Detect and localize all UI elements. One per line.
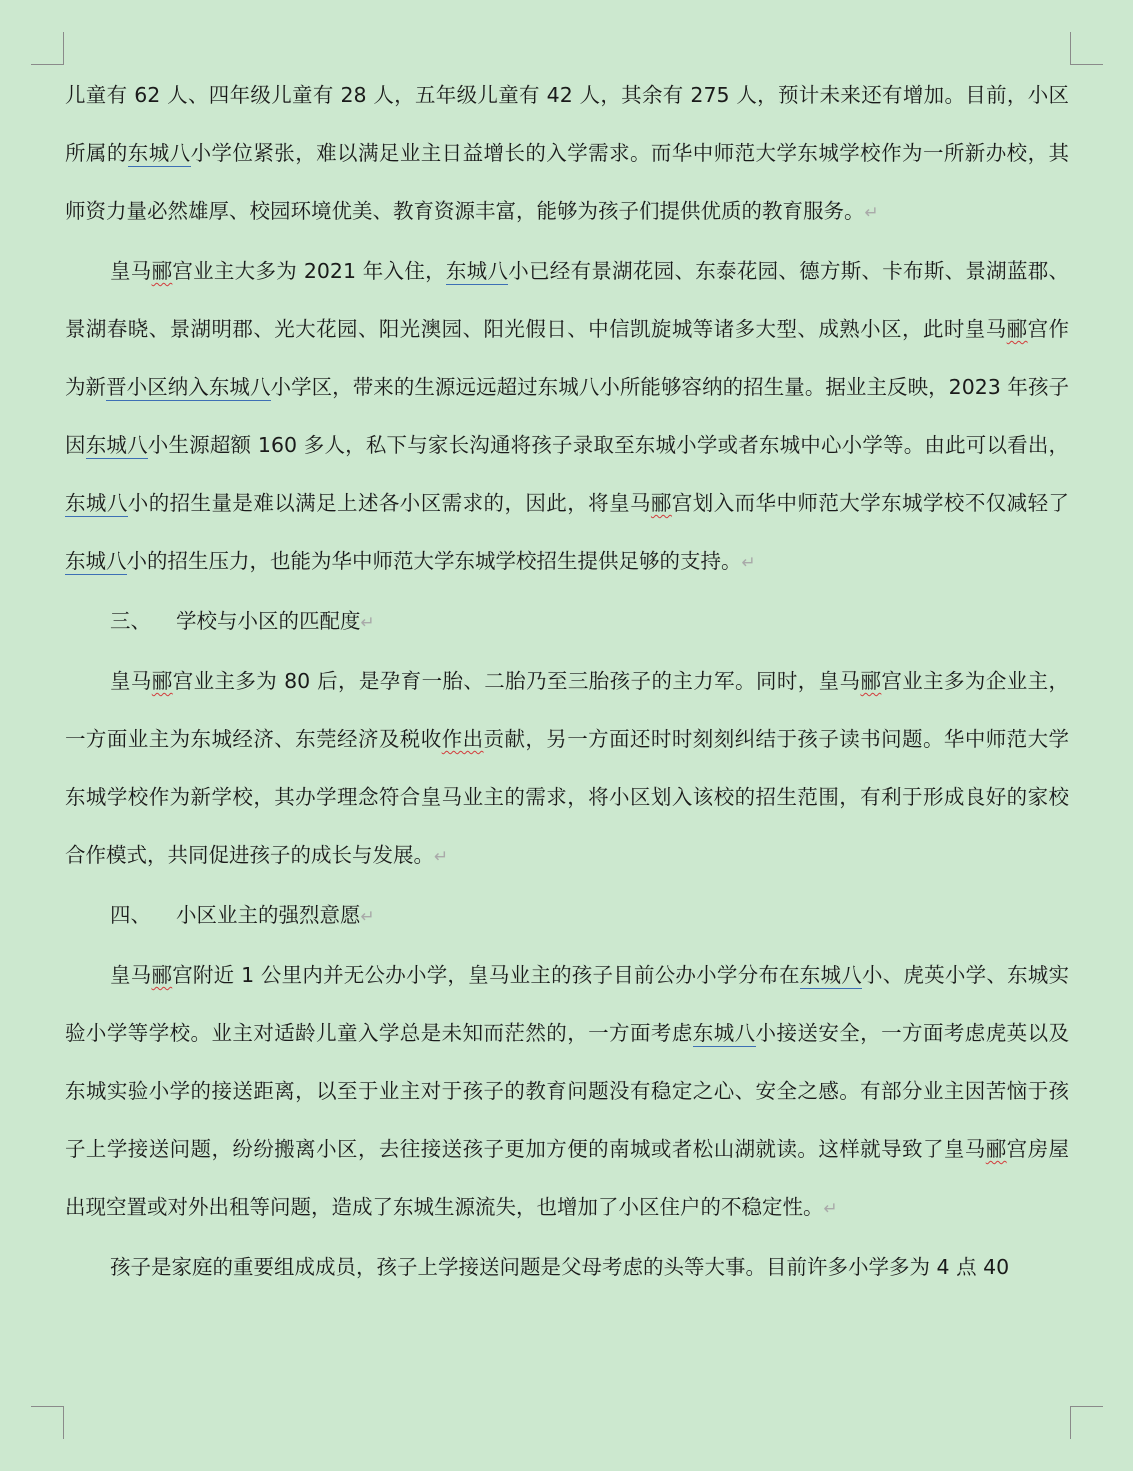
spelling-underline-text: 郦 [151, 669, 173, 693]
text-run: 宫划入而华中师范大学东城学校不仅减轻了 [671, 491, 1070, 515]
page-corner-top-left [31, 32, 64, 65]
text-run: 儿童有 62 人、四年级儿童有 28 人，五年级儿童有 42 人，其余有 275 人，预计未来还有增加。目前，小区所属的 [65, 83, 1069, 165]
paragraph-mark-icon: ↵ [864, 203, 879, 223]
text-run: 皇马 [110, 963, 152, 987]
paragraph-mark-icon: ↵ [823, 1199, 838, 1219]
grammar-underline-text: 东城八 [65, 549, 127, 573]
text-run: 小、虎英小学、东城实验小学等学校。业主对适龄儿童入学总是未知而茫然的，一方面考虑 [65, 963, 1070, 1045]
page-corner-top-right [1070, 32, 1103, 65]
text-run: 宫附近 1 公里内并无公办小学，皇马业主的孩子目前公办小学分布在 [172, 963, 800, 987]
spelling-underline-text: 郦 [985, 1137, 1007, 1161]
paragraph-mark-icon: ↵ [360, 613, 375, 633]
spelling-underline-text: 郦 [151, 259, 173, 283]
text-run: 小接送安全，一方面考虑虎英以及东城实验小学的接送距离，以至于业主对于孩子的教育问题没有稳定之心、安全之感。有部分业主因苦恼于孩子上学接送问题，纷纷搬离小区，去往接送孩子更加方便的南城或者松山湖就读。这样就导致了皇马 [65, 1021, 1070, 1161]
spelling-underline-text: 作出 [441, 727, 484, 751]
text-run: 宫业主多为 80 后，是孕育一胎、二胎乃至三胎孩子的主力军。同时，皇马 [172, 669, 861, 693]
text-run: 宫业主大多为 2021 年入住， [172, 259, 446, 283]
text-run: 小学区，带来的生源远远超过东城八小所能够容纳的招生量。据业主反映，2023 年孩子因 [65, 375, 1070, 457]
section-heading[interactable] [65, 592, 1069, 652]
grammar-underline-text: 晋小区纳入东城八 [106, 375, 271, 399]
section-title: 小区业主的强烈意愿 [176, 903, 361, 927]
paragraph-mark-icon: ↵ [741, 553, 756, 573]
spelling-underline-text: 郦 [1006, 317, 1028, 341]
text-run: 小的招生量是难以满足上述各小区需求的，因此，将皇马 [127, 491, 651, 515]
grammar-underline-text: 东城八 [799, 963, 862, 987]
grammar-underline-text: 东城八 [127, 141, 191, 165]
spelling-underline-text: 郦 [650, 491, 672, 515]
text-run: 小生源超额 160 多人，私下与家长沟通将孩子录取至东城小学或者东城中心小学等。由此可以看出， [147, 433, 1070, 457]
grammar-underline-text: 东城八 [692, 1021, 756, 1045]
grammar-underline-text: 东城八 [445, 259, 509, 283]
paragraph[interactable] [65, 1238, 1069, 1296]
text-run: 皇马 [110, 259, 152, 283]
text-run: 皇马 [110, 669, 152, 693]
grammar-underline-text: 东城八 [65, 491, 128, 515]
text-run: 小已经有景湖花园、东泰花园、德方斯、卡布斯、景湖蓝郡、景湖春晓、景湖明郡、光大花园、阳光澳园、阳光假日、中信凯旋城等诸多大型、成熟小区，此时皇马 [65, 259, 1070, 341]
page-corner-bottom-left [31, 1406, 64, 1439]
paragraph[interactable] [65, 242, 1069, 592]
text-run: 小学位紧张，难以满足业主日益增长的入学需求。而华中师范大学东城学校作为一所新办校，其师资力量必然雄厚、校园环境优美、教育资源丰富，能够为孩子们提供优质的教育服务。 [65, 141, 1070, 223]
section-number: 三、 [110, 609, 151, 633]
text-run: 宫房屋出现空置或对外出租等问题，造成了东城生源流失，也增加了小区住户的不稳定性。 [65, 1137, 1070, 1219]
paragraph-mark-icon: ↵ [360, 907, 375, 927]
text-run: 孩子是家庭的重要组成成员，孩子上学接送问题是父母考虑的头等大事。目前许多小学多为 4 点 40 [110, 1255, 1010, 1279]
paragraph-mark-icon: ↵ [434, 847, 449, 867]
page-corner-bottom-right [1070, 1406, 1103, 1439]
text-run: 宫作为新 [65, 317, 1070, 399]
paragraph[interactable] [65, 652, 1069, 886]
section-title: 学校与小区的匹配度 [176, 609, 361, 633]
text-run: 宫业主多为企业主，一方面业主为东城经济、东莞经济及税收 [65, 669, 1070, 751]
text-run: 小的招生压力，也能为华中师范大学东城学校招生提供足够的支持。 [126, 549, 742, 573]
spelling-underline-text: 郦 [860, 669, 882, 693]
spelling-underline-text: 郦 [151, 963, 173, 987]
paragraph[interactable] [65, 66, 1069, 242]
document-page[interactable] [65, 66, 1069, 1296]
section-heading[interactable] [65, 886, 1069, 946]
text-run: 贡献，另一方面还时时刻刻纠结于孩子读书问题。华中师范大学东城学校作为新学校，其办学理念符合皇马业主的需求，将小区划入该校的招生范围，有利于形成良好的家校合作模式，共同促进孩子的成长与发展。 [65, 727, 1070, 867]
grammar-underline-text: 东城八 [85, 433, 148, 457]
section-number: 四、 [110, 903, 151, 927]
paragraph[interactable] [65, 946, 1069, 1238]
